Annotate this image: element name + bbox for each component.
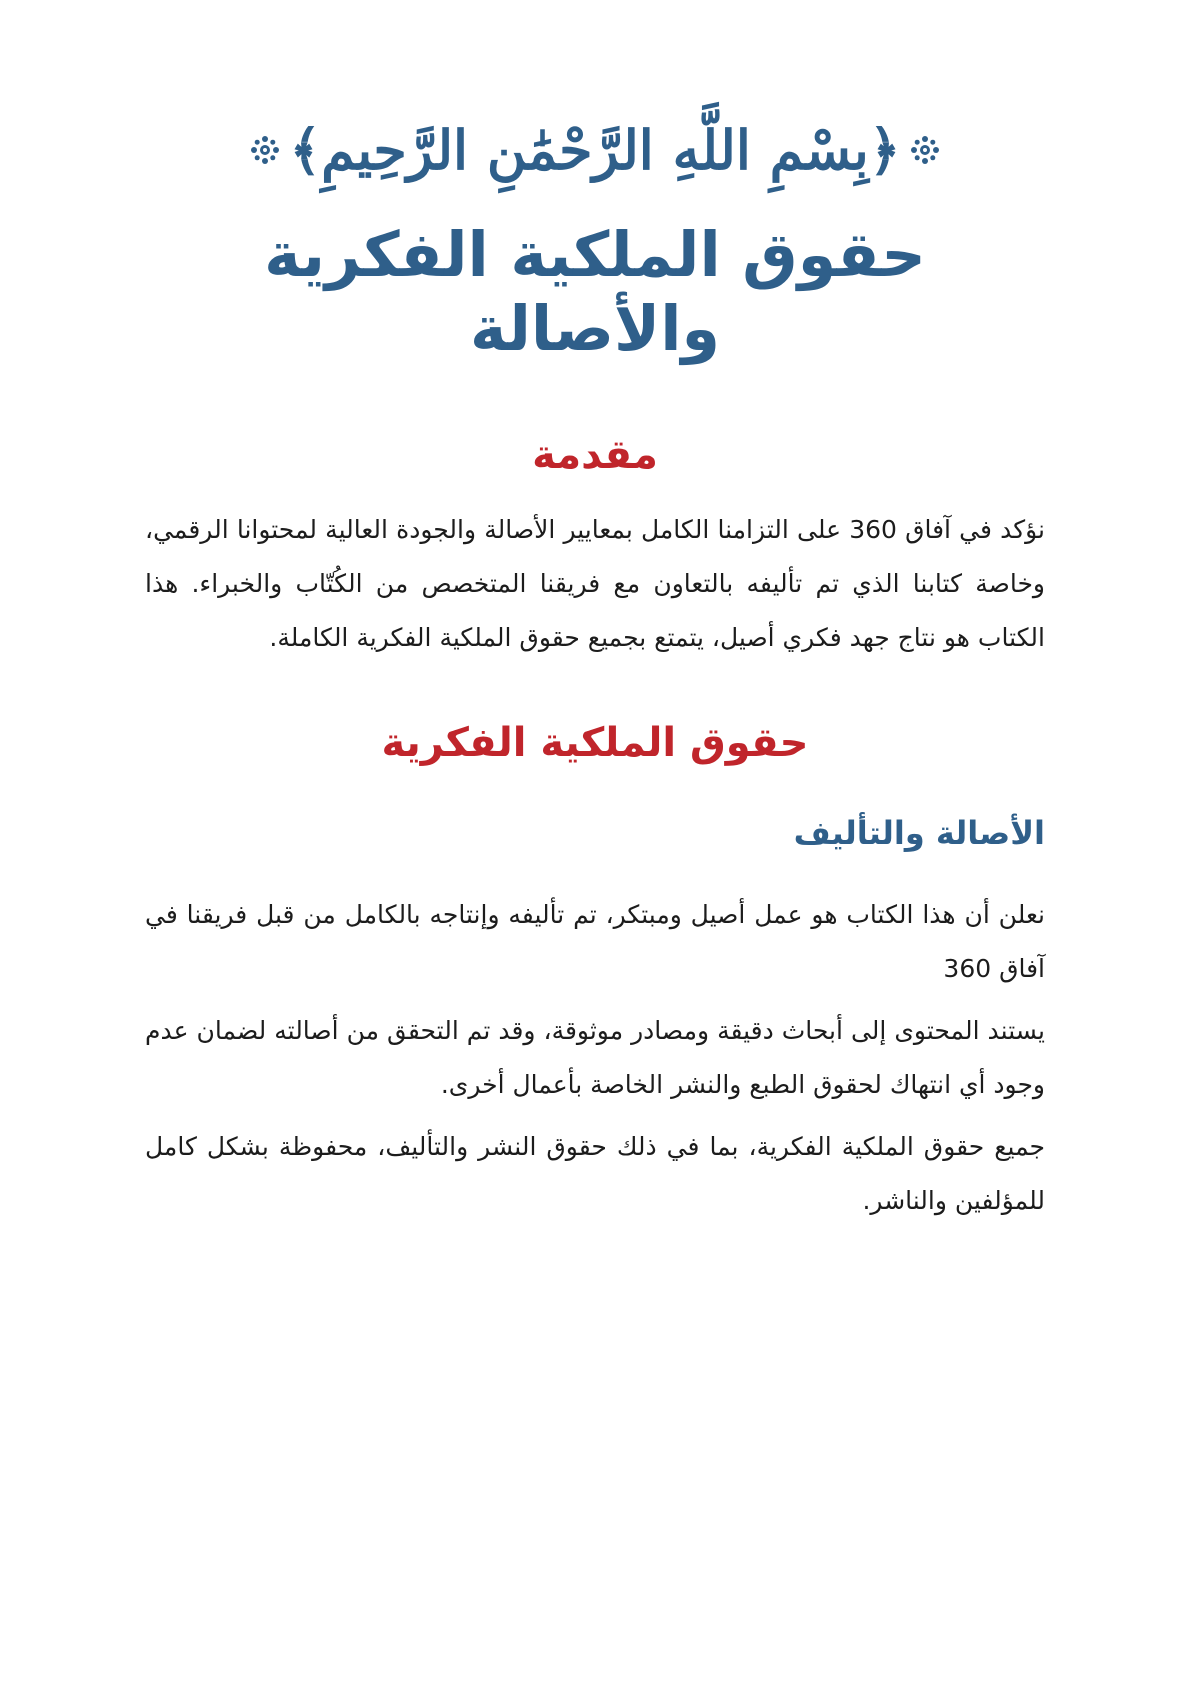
ip-paragraph-1: نعلن أن هذا الكتاب هو عمل أصيل ومبتكر، تم تأليفه وإنتاجه بالكامل من قبل فريقنا في آفاق 360 bbox=[145, 900, 1045, 984]
floral-star-icon bbox=[910, 135, 940, 165]
page-title: حقوق الملكية الفكرية والأصالة bbox=[264, 218, 926, 366]
ip-paragraph-2: يستند المحتوى إلى أبحاث دقيقة ومصادر موثوقة، وقد تم التحقق من أصالته لضمان عدم وجود أي انتهاك لحقوق الطبع والنشر الخاصة بأعمال أخرى. bbox=[145, 1016, 1045, 1100]
ip-paragraph-3: جميع حقوق الملكية الفكرية، بما في ذلك حقوق النشر والتأليف، محفوظة بشكل كامل للمؤلفين والناشر. bbox=[145, 1132, 1045, 1216]
originality-subheading: الأصالة والتأليف bbox=[793, 813, 1045, 852]
ip-heading: حقوق الملكية الفكرية bbox=[381, 719, 809, 766]
floral-star-icon bbox=[250, 135, 280, 165]
basmala bbox=[145, 100, 1045, 200]
intro-heading: مقدمة bbox=[532, 431, 658, 478]
intro-paragraph: نؤكد في آفاق 360 على التزامنا الكامل بمعايير الأصالة والجودة العالية لمحتوانا الرقمي، وخاصة كتابنا الذي تم تأليفه بالتعاون مع فريقنا المتخصص من الكُتّاب والخبراء. هذا الكتاب هو نتاج جهد فكري أصيل، يتمتع بجميع حقوق الملكية الفكرية الكاملة. bbox=[145, 514, 1046, 652]
basmala-text: ﴿بِسْمِ اللَّهِ الرَّحْمَٰنِ الرَّحِيمِ﴾ bbox=[289, 117, 901, 182]
